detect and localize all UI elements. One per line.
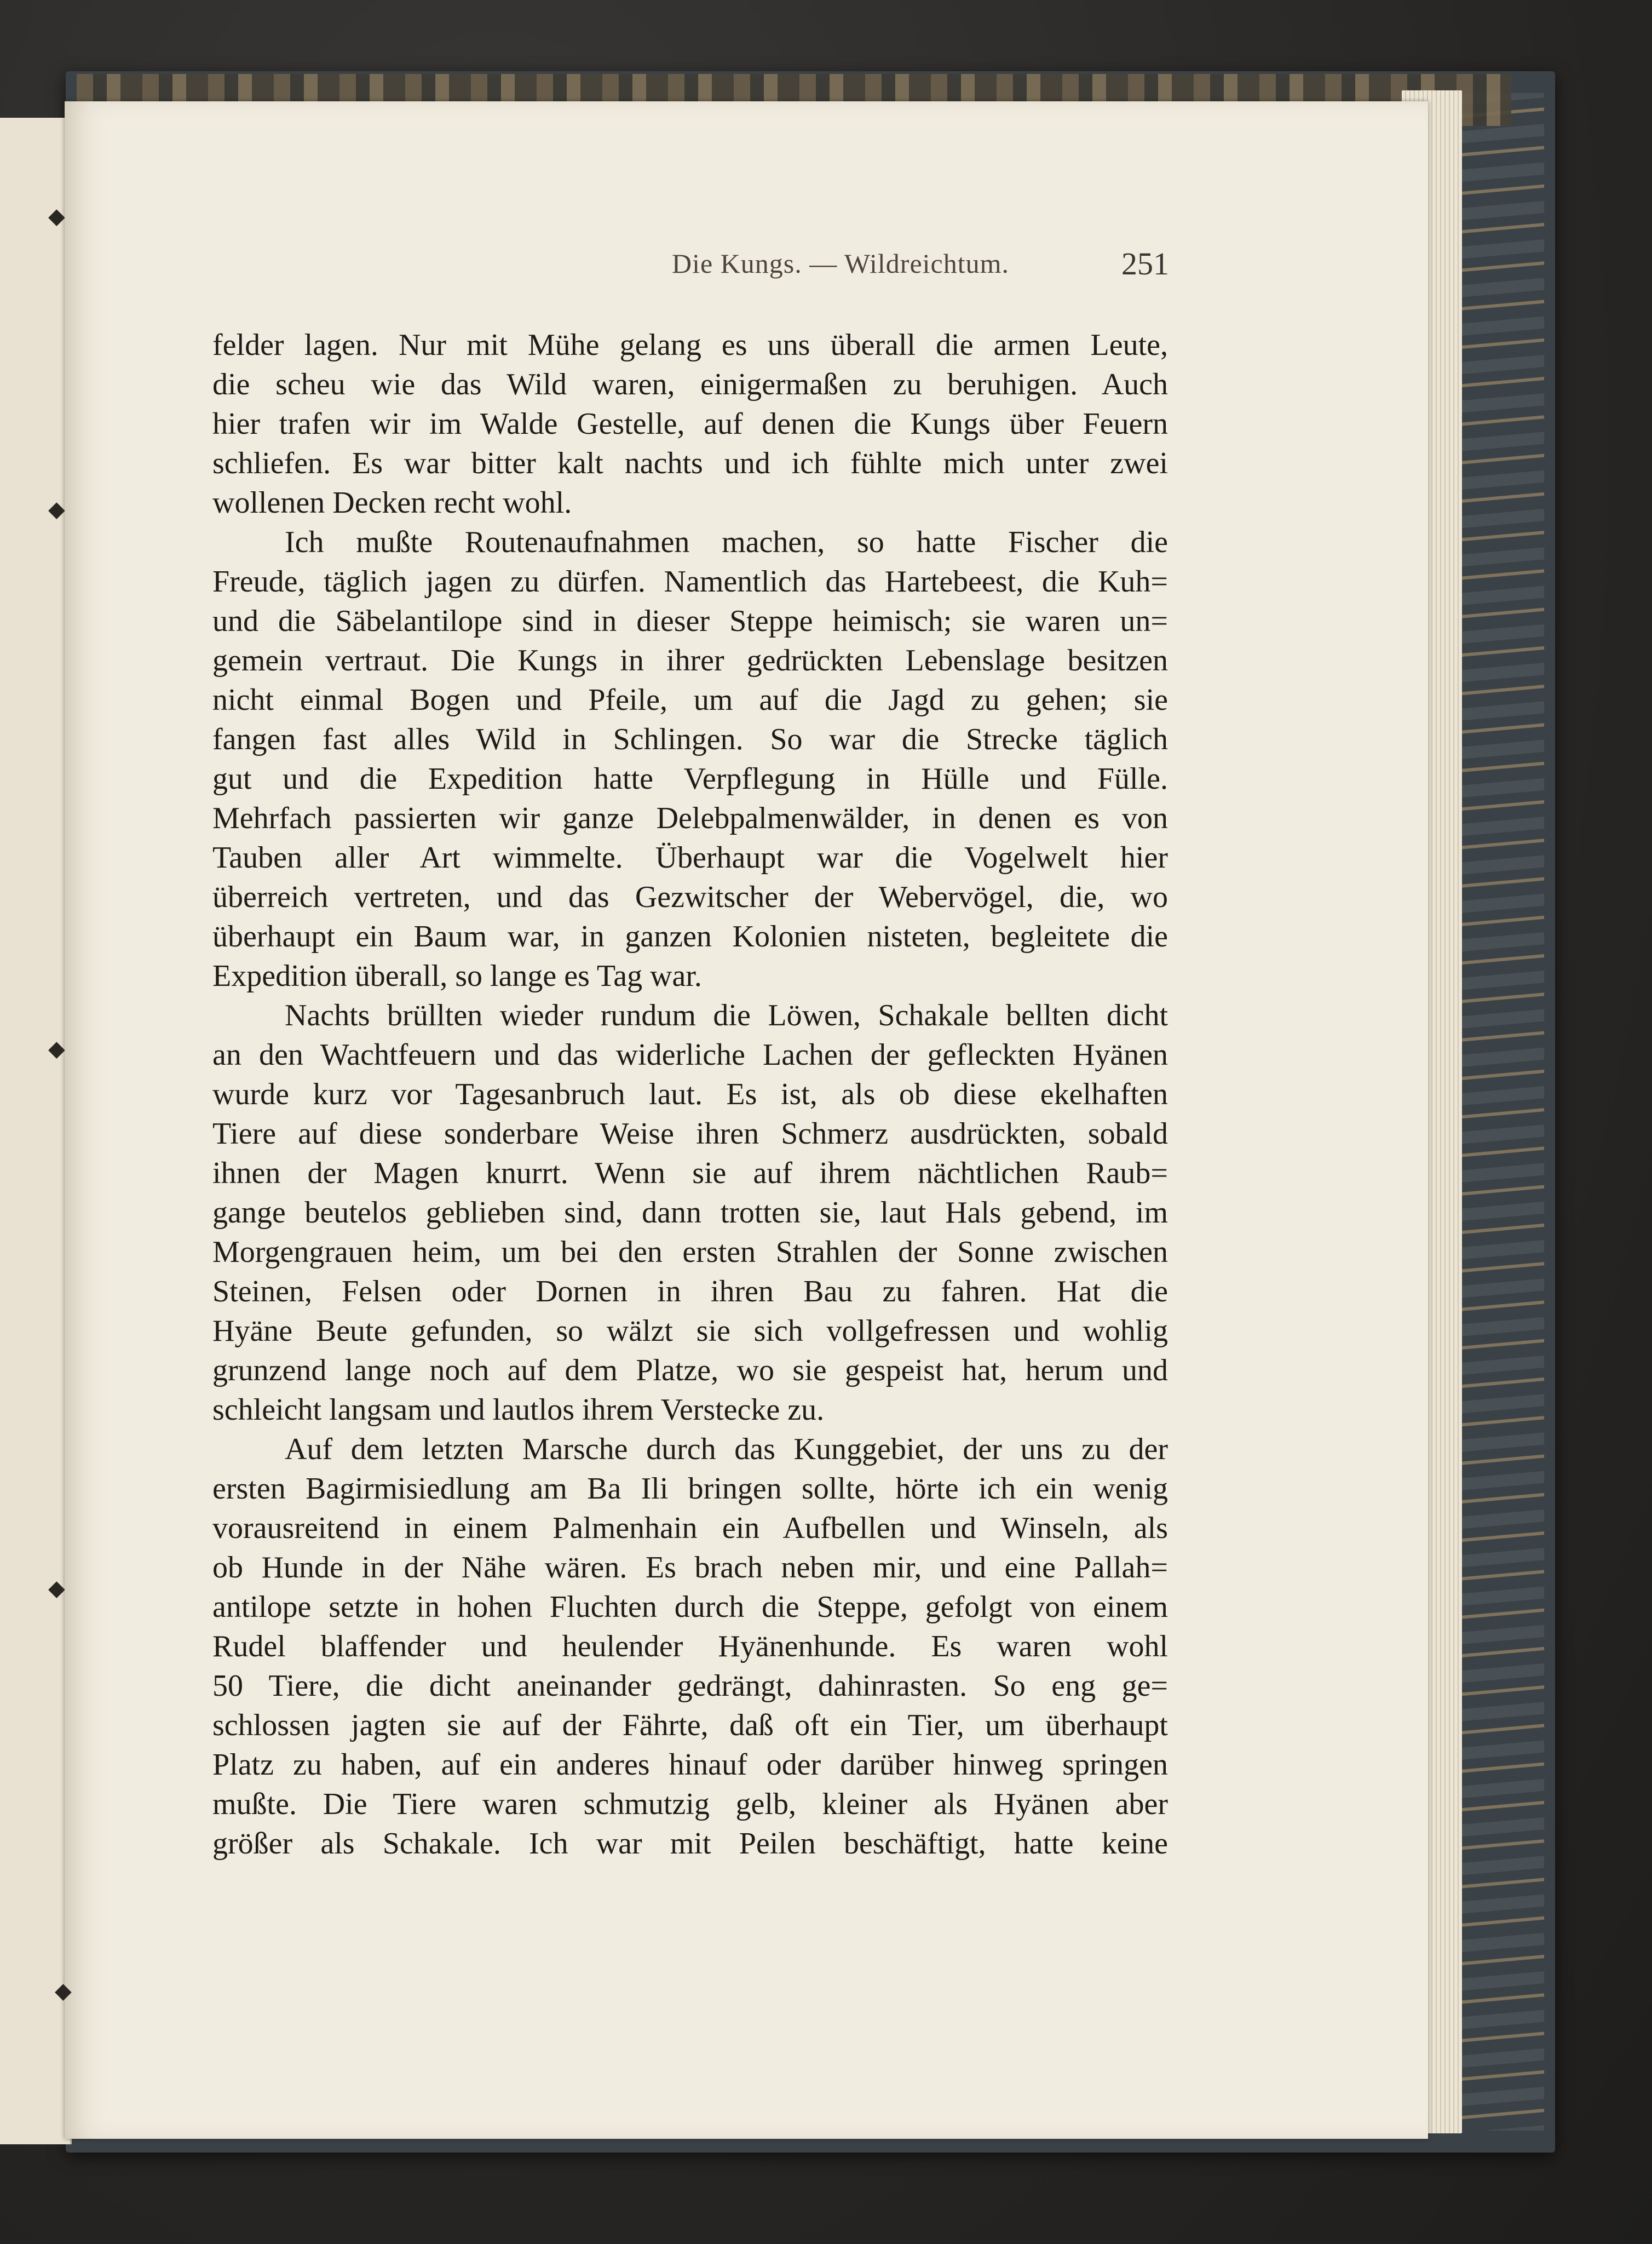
text-line: felder lagen. Nur mit Mühe gelang es uns überall die armen Leute,	[212, 328, 1168, 362]
text-line: Steinen, Felsen oder Dornen in ihren Bau zu fahren. Hat die	[212, 1275, 1168, 1308]
text-line: überhaupt ein Baum war, in ganzen Kolonien nisteten, begleitete die	[212, 920, 1168, 954]
text-line: nicht einmal Bogen und Pfeile, um auf die Jagd zu gehen; sie	[212, 683, 1168, 717]
binding-thread-mark: ◆	[48, 1576, 65, 1601]
text-line: ob Hunde in der Nähe wären. Es brach neben mir, und eine Pallah=	[212, 1551, 1168, 1585]
text-line: schlossen jagten sie auf der Fährte, daß oft ein Tier, um überhaupt	[212, 1708, 1168, 1742]
text-line: Hyäne Beute gefunden, so wälzt sie sich vollgefressen und wohlig	[212, 1314, 1168, 1348]
text-line: Ich mußte Routenaufnahmen machen, so hatte Fischer die	[285, 525, 1168, 559]
text-line: und die Säbelantilope sind in dieser Steppe heimisch; sie waren un=	[212, 604, 1168, 638]
text-line: die scheu wie das Wild waren, einigermaßen zu beruhigen. Auch	[212, 368, 1168, 401]
binding-thread-mark: ◆	[55, 1978, 72, 2004]
text-line: überreich vertreten, und das Gezwitscher der Webervögel, die, wo	[212, 880, 1168, 914]
text-line: ihnen der Magen knurrt. Wenn sie auf ihrem nächtlichen Raub=	[212, 1156, 1168, 1190]
text-line: grunzend lange noch auf dem Platze, wo sie gespeist hat, herum und	[212, 1353, 1168, 1387]
text-line: Nachts brüllten wieder rundum die Löwen, Schakale bellten dicht	[285, 998, 1168, 1032]
text-line: Auf dem letzten Marsche durch das Kunggebiet, der uns zu der	[285, 1432, 1168, 1466]
page-number: 251	[1121, 246, 1169, 282]
binding-thread-mark: ◆	[48, 497, 65, 522]
text-line: gange beutelos geblieben sind, dann trotten sie, laut Hals gebend, im	[212, 1196, 1168, 1230]
text-line: ersten Bagirmisiedlung am Ba Ili bringen sollte, hörte ich ein wenig	[212, 1472, 1168, 1506]
text-line: schliefen. Es war bitter kalt nachts und ich fühlte mich unter zwei	[212, 446, 1168, 480]
text-line: fangen fast alles Wild in Schlingen. So war die Strecke täglich	[212, 722, 1168, 756]
text-line: hier trafen wir im Walde Gestelle, auf denen die Kungs über Feuern	[212, 407, 1168, 441]
text-line: vorausreitend in einem Palmenhain ein Aufbellen und Winseln, als	[212, 1511, 1168, 1545]
left-page-edge	[0, 118, 72, 2144]
text-line: Platz zu haben, auf ein anderes hinauf oder darüber hinweg springen	[212, 1748, 1168, 1782]
text-line: Morgengrauen heim, um bei den ersten Strahlen der Sonne zwischen	[212, 1235, 1168, 1269]
text-line: Tiere auf diese sonderbare Weise ihren Schmerz ausdrückten, sobald	[212, 1117, 1168, 1151]
text-line: wollenen Decken recht wohl.	[212, 486, 572, 520]
text-line: mußte. Die Tiere waren schmutzig gelb, kleiner als Hyänen aber	[212, 1787, 1168, 1821]
text-line: antilope setzte in hohen Fluchten durch die Steppe, gefolgt von einem	[212, 1590, 1168, 1624]
text-line: Mehrfach passierten wir ganze Delebpalmenwälder, in denen es von	[212, 801, 1168, 835]
text-line: 50 Tiere, die dicht aneinander gedrängt, dahinrasten. So eng ge=	[212, 1669, 1168, 1703]
text-line: schleicht langsam und lautlos ihrem Verstecke zu.	[212, 1393, 825, 1427]
binding-thread-mark: ◆	[48, 204, 65, 229]
binding-thread-mark: ◆	[48, 1036, 65, 1061]
text-line: Rudel blaffender und heulender Hyänenhunde. Es waren wohl	[212, 1629, 1168, 1663]
text-line: gut und die Expedition hatte Verpflegung in Hülle und Fülle.	[212, 762, 1168, 796]
running-head: Die Kungs. — Wildreichtum.	[671, 248, 1010, 279]
text-line: Expedition überall, so lange es Tag war.	[212, 959, 702, 993]
text-line: an den Wachtfeuern und das widerliche Lachen der gefleckten Hyänen	[212, 1038, 1168, 1072]
text-line: wurde kurz vor Tagesanbruch laut. Es ist, als ob diese ekelhaften	[212, 1077, 1168, 1111]
text-line: Tauben aller Art wimmelte. Überhaupt war die Vogelwelt hier	[212, 841, 1168, 875]
text-line: gemein vertraut. Die Kungs in ihrer gedrückten Lebenslage besitzen	[212, 644, 1168, 678]
text-line: Freude, täglich jagen zu dürfen. Namentlich das Hartebeest, die Kuh=	[212, 565, 1168, 599]
text-line: größer als Schakale. Ich war mit Peilen beschäftigt, hatte keine	[212, 1827, 1168, 1861]
